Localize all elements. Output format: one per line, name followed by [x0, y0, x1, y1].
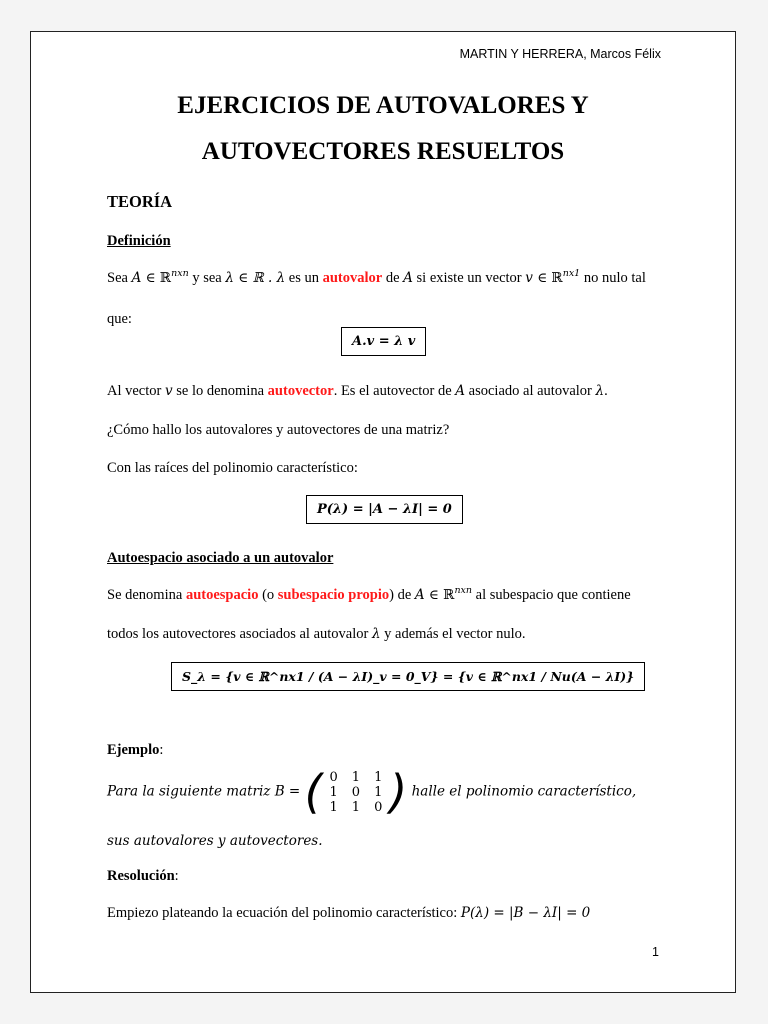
title-line-1: EJERCICIOS DE AUTOVALORES Y: [177, 92, 589, 119]
characteristic-intro-line: Con las raíces del polinomio característico:: [107, 460, 358, 476]
characteristic-polynomial-box: P(λ) = |A − λI| = 0: [306, 495, 463, 524]
definition-paragraph-line-1: Sea A ∈ ℝ$^{nxn}$ y sea λ ∈ ℝ . λ es un autovalor de A si existe un vector v ∈ ℝ$^{nx1}$ no nulo tal: [107, 268, 646, 286]
section-theory-heading: TEORÍA: [107, 192, 173, 211]
autoespacio-heading: Autoespacio asociado a un autovalor: [107, 550, 334, 566]
matrix-cell: 1: [374, 784, 383, 800]
matrix-cell: 1: [351, 799, 361, 815]
resolution-text: Empiezo plateando la ecuación del polinomio característico: P(λ) = |B − λI| = 0: [107, 905, 591, 921]
resolution-heading: Resolución:: [107, 868, 179, 884]
page-number: 1: [652, 945, 659, 959]
question-line: ¿Cómo hallo los autovalores y autovectores de una matriz?: [107, 422, 450, 438]
subespacio-propio-term: subespacio propio: [277, 587, 390, 603]
autoespacio-paragraph-line-2: todos los autovectores asociados al autovalor λ y además el vector nulo.: [107, 626, 526, 642]
matrix-cell: 0: [351, 784, 361, 800]
document-page: [30, 31, 736, 993]
autoespacio-set-box: S_λ = {v ∈ ℝ^nx1 / (A − λI)_v = 0_V} = {v ∈ ℝ^nx1 / Nu(A − λI)}: [171, 662, 645, 691]
matrix-cell: 0: [374, 799, 383, 815]
matrix-row: [323, 785, 390, 800]
matrix-row: [323, 800, 390, 815]
definition-paragraph-line-2: que:: [107, 311, 132, 327]
definition-heading: Definición: [107, 233, 171, 249]
matrix-cell: 0: [329, 769, 338, 785]
autovalor-term: autovalor: [322, 270, 383, 286]
autoespacio-paragraph-line-1: Se denomina autoespacio (o subespacio propio) de A ∈ ℝ$^{nxn}$ al subespacio que contiene: [107, 585, 631, 603]
matrix-row: [323, 770, 390, 785]
autovector-paragraph: Al vector v se lo denomina autovector. Es el autovector de A asociado al autovalor λ.: [107, 383, 608, 399]
eigen-equation-box: A.v = λ v: [341, 327, 426, 356]
matrix-b: ( 0 1 1 1 0 1 1 1 0 ): [304, 765, 408, 819]
matrix-cell: 1: [351, 769, 361, 785]
autoespacio-term: autoespacio: [185, 587, 259, 603]
example-statement-line-2: sus autovalores y autovectores.: [107, 833, 323, 849]
header-author: MARTIN Y HERRERA, Marcos Félix: [459, 47, 661, 61]
resolution-formula: P(λ) = |B − λI| = 0: [460, 905, 591, 921]
example-heading: Ejemplo:: [107, 742, 164, 758]
matrix-cell: 1: [329, 799, 338, 815]
matrix-cell: 1: [329, 784, 338, 800]
title-line-2: AUTOVECTORES RESUELTOS: [201, 138, 565, 165]
autovector-term: autovector: [267, 383, 334, 399]
example-statement-line-1: Para la siguiente matriz B = ( 0 1 1 1 0 1 1 1 0 ) halle el polinomio característico,: [107, 765, 637, 819]
matrix-cell: 1: [374, 769, 383, 785]
